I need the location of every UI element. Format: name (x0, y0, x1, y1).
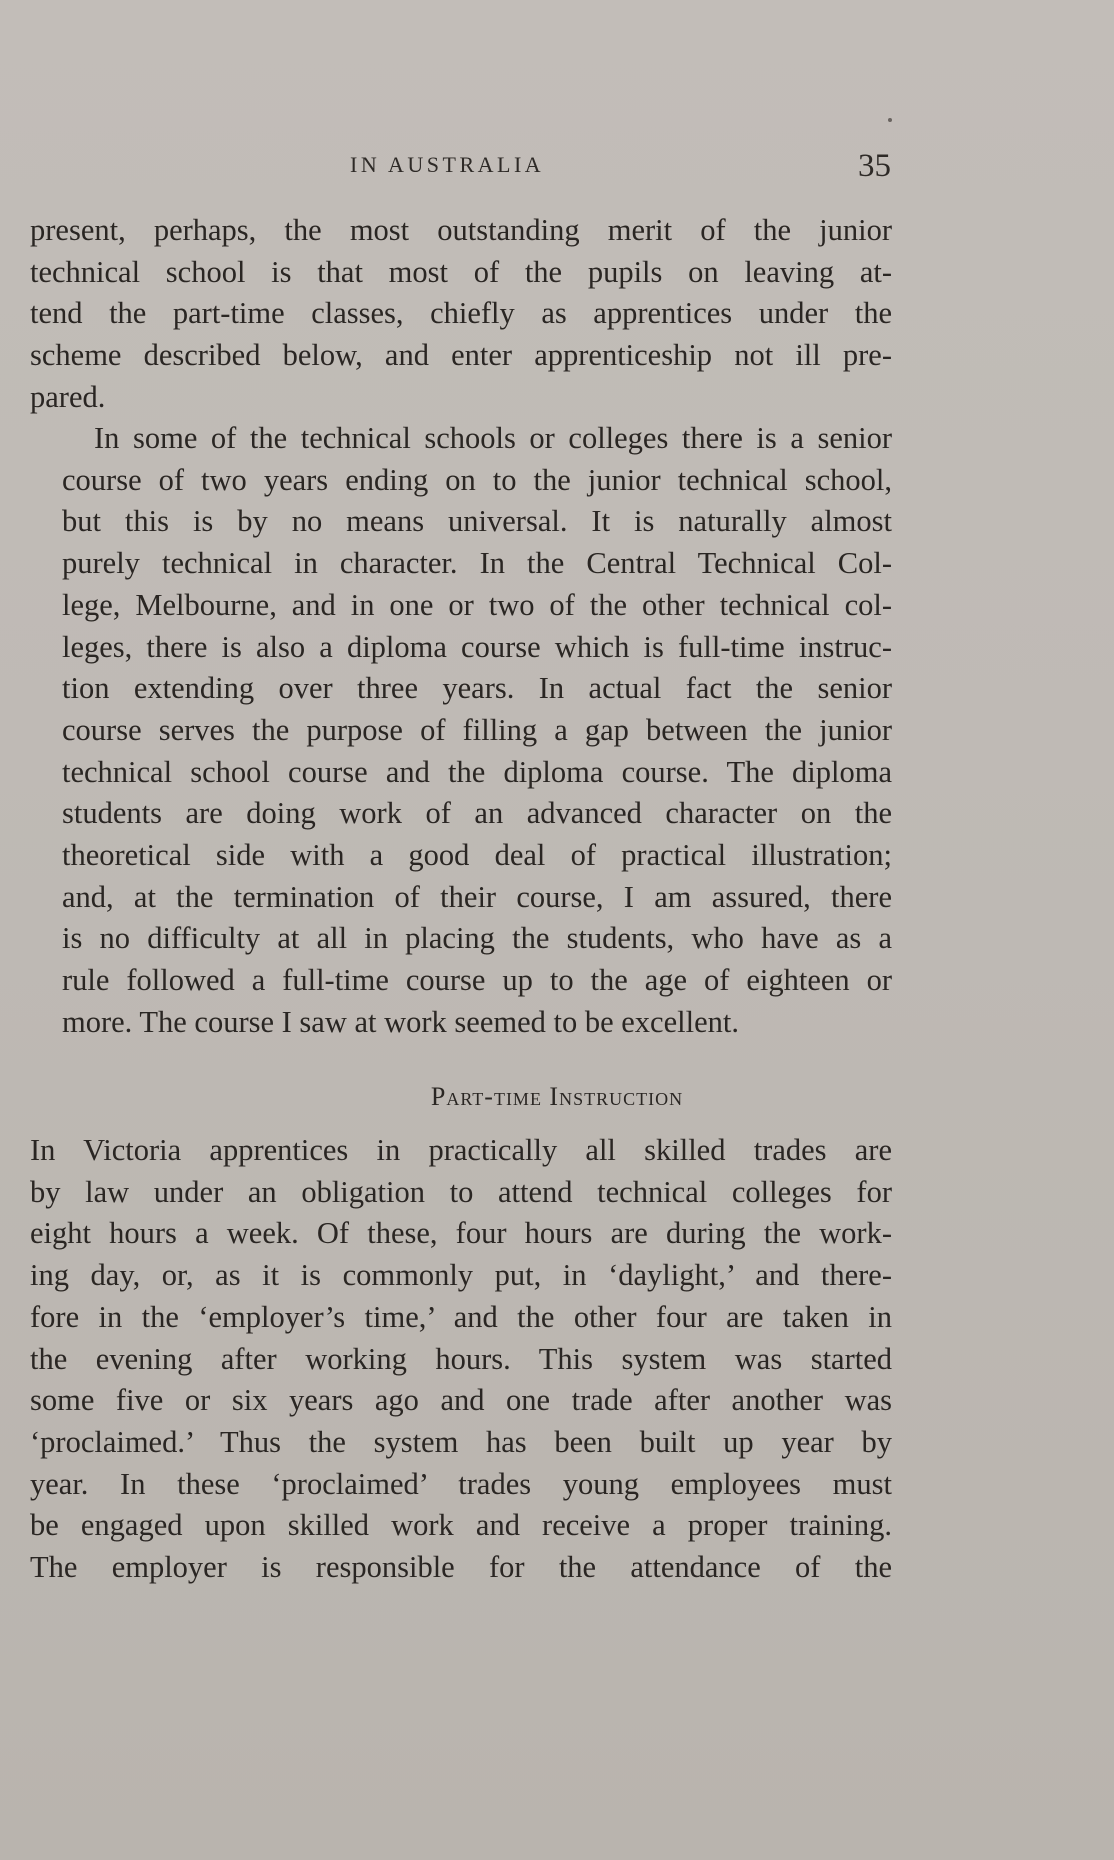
text-line: by law under an obligation to attend technical colleges for (30, 1174, 892, 1209)
text-line: present, perhaps, the most outstanding merit of the junior (30, 213, 892, 247)
paragraph-1 (30, 210, 892, 419)
text-line: course of two years ending on to the junior technical school, (62, 462, 892, 497)
page-speck (888, 118, 892, 122)
page-number: 35 (858, 148, 891, 184)
paragraph-3 (30, 1130, 892, 1589)
text-line: technical school course and the diploma course. The diploma (62, 754, 892, 789)
text-line: In some of the technical schools or colleges there is a senior (94, 421, 892, 455)
text-line: the evening after working hours. This system was started (30, 1341, 892, 1376)
text-line: pared. (30, 379, 106, 414)
text-line: tion extending over three years. In actual fact the senior (62, 671, 892, 706)
text-line: course serves the purpose of filling a gap between the junior (62, 712, 892, 747)
text-line: technical school is that most of the pupils on leaving at- (30, 254, 892, 289)
text-line: but this is by no means universal. It is naturally almost (62, 504, 892, 539)
running-head (0, 148, 1114, 192)
text-line: fore in the ‘employer’s time,’ and the other four are taken in (30, 1299, 892, 1334)
text-line: The employer is responsible for the attendance of the (30, 1550, 892, 1585)
text-line: leges, there is also a diploma course which is full-time instruc- (62, 629, 892, 664)
text-line: year. In these ‘proclaimed’ trades young employees must (30, 1466, 892, 1501)
text-line: ing day, or, as it is commonly put, in ‘daylight,’ and there- (30, 1258, 892, 1293)
running-title: IN AUSTRALIA (350, 152, 545, 177)
text-line: In Victoria apprentices in practically all skilled trades are (30, 1133, 892, 1167)
text-line: ‘proclaimed.’ Thus the system has been built up year by (30, 1424, 892, 1459)
text-line: rule followed a full-time course up to the age of eighteen or (62, 963, 892, 998)
text-line: purely technical in character. In the Central Technical Col- (62, 546, 892, 581)
section-heading: Part-time Instruction (430, 1082, 684, 1111)
text-line: and, at the termination of their course, I am assured, there (62, 879, 892, 914)
text-line: some five or six years ago and one trade after another was (30, 1383, 892, 1418)
text-line: lege, Melbourne, and in one or two of the other technical col- (62, 587, 892, 622)
text-line: eight hours a week. Of these, four hours are during the work- (30, 1216, 892, 1251)
text-line: students are doing work of an advanced character on the (62, 796, 892, 831)
paragraph-2 (30, 418, 892, 1044)
text-line: be engaged upon skilled work and receive a proper training. (30, 1508, 892, 1543)
text-line: theoretical side with a good deal of practical illustration; (62, 838, 892, 873)
text-line: tend the part-time classes, chiefly as apprentices under the (30, 296, 892, 331)
text-line: scheme described below, and enter apprenticeship not ill pre- (30, 338, 892, 373)
text-line: more. The course I saw at work seemed to be excellent. (62, 1004, 739, 1039)
text-line: is no difficulty at all in placing the students, who have as a (62, 921, 892, 956)
